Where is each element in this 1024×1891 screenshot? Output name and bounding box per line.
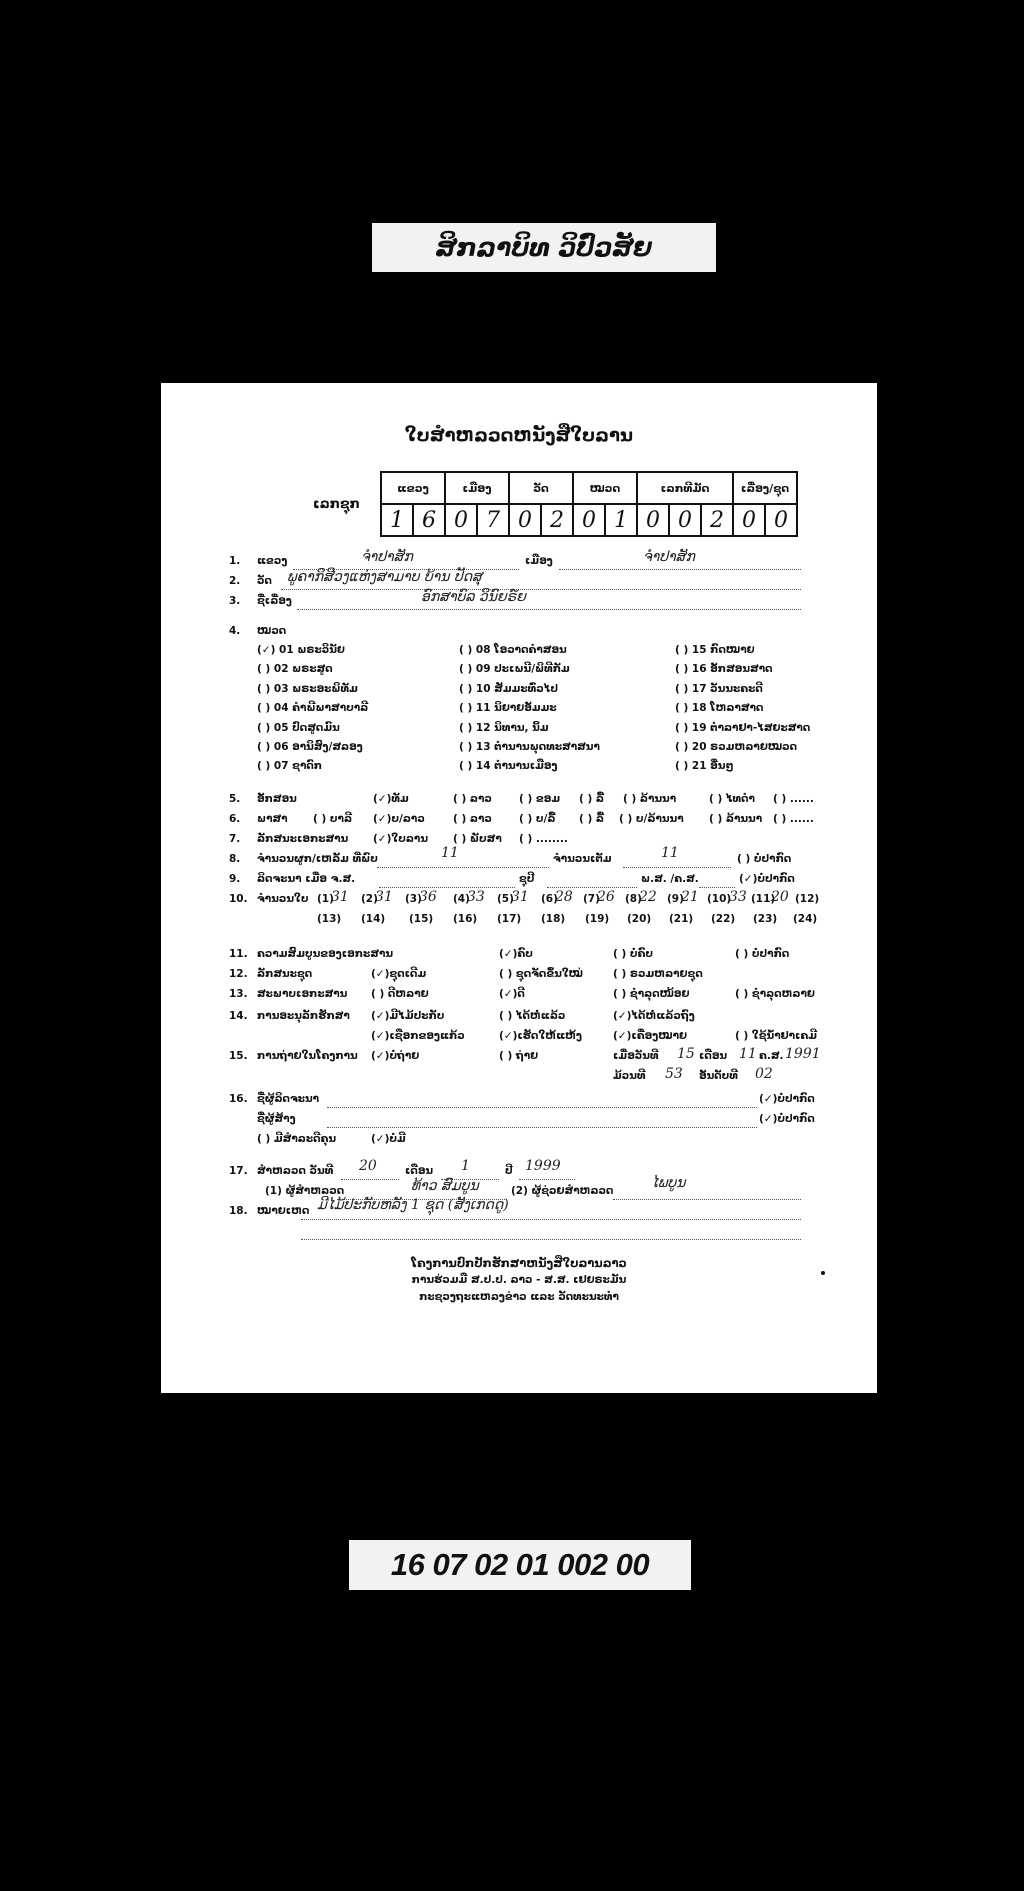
material-option[interactable]: ( ) ........ [519, 833, 568, 845]
set-type-label: ລັກສນະຊຸດ [257, 968, 313, 980]
survey-day: 20 [359, 1158, 377, 1174]
row-number: 14. [229, 1010, 248, 1022]
script-option[interactable]: ( ) ໄທດຳ [709, 793, 755, 805]
category-label: ໝວດ [257, 625, 287, 637]
remarks-value: ມີໄມ້ປະກັບຫລັງ 1 ຊຸດ (ສັງເກດດູ) [317, 1197, 509, 1213]
category-option[interactable]: ( ) 07 ຊາດົກ [257, 760, 323, 773]
filming-option[interactable]: ( ) ຖ່າຍ [499, 1050, 539, 1062]
form-title: ໃບສຳຫລວດຫນັງສືໃບລານ [404, 425, 634, 446]
completeness-option[interactable]: ( ) ບໍ່ປາກົດ [735, 948, 790, 960]
leaf-index: (1) [317, 893, 334, 905]
category-option[interactable]: ( ) 02 ພຣະສູດ [257, 663, 333, 676]
filming-label: ການຖ່າຍໃນໂຄງການ [257, 1050, 358, 1062]
era-label: ພ.ສ. /ຄ.ສ. [641, 873, 699, 885]
category-option[interactable]: ( ) 15 ກົດໝາຍ [675, 644, 755, 656]
code-digit: 0 [573, 504, 605, 536]
province-value: ຈຳປາສັກ [361, 549, 413, 565]
leaf-count: 28 [555, 889, 573, 905]
code-digit: 7 [477, 504, 509, 536]
set-type-option[interactable]: (✓)ຊຸດເດີມ [371, 968, 427, 980]
code-digit: 0 [509, 504, 541, 536]
merit-option[interactable]: (✓)ບໍ່ມີ [371, 1133, 406, 1145]
filming-day: 15 [677, 1046, 695, 1062]
bundles-full-value: 11 [661, 845, 679, 861]
completeness-option[interactable]: ( ) ບໍ່ຄົບ [613, 948, 654, 960]
code-header: ເລກທີມັດ [637, 472, 733, 504]
header-label: ສິກລາບິທ ວິປົ່ວສັຍ [372, 223, 716, 272]
leaf-index: (23) [753, 913, 778, 925]
code-digit: 0 [445, 504, 477, 536]
language-option[interactable]: ( ) ລື້ [579, 813, 604, 825]
leaf-count: 20 [771, 889, 789, 905]
category-column-3 [675, 641, 810, 777]
leaf-index: (10) [707, 893, 732, 905]
bundles-not-shown[interactable]: ( ) ບໍ່ປາກົດ [737, 853, 792, 865]
speck [821, 1271, 825, 1275]
code-digit: 0 [733, 504, 765, 536]
remarks-label: ໝາຍເຫດ [257, 1205, 310, 1217]
condition-label: ສະພາບເອກະສານ [257, 988, 348, 1000]
row-number: 8. [229, 853, 241, 865]
category-option[interactable]: ( ) 16 ອັກສອນສາດ [675, 663, 773, 676]
script-option[interactable]: (✓)ທັມ [373, 793, 409, 805]
merit-option[interactable]: ( ) ມີສຳລະດີຄຸນ [257, 1133, 337, 1145]
category-option[interactable]: ( ) 03 ພຣະອະພິທັມ [257, 682, 358, 695]
film-frame-label: ອັນດັບທີ [699, 1070, 738, 1082]
survey-year-label: ປີ [505, 1165, 513, 1177]
leaf-index: (8) [625, 893, 642, 905]
language-option[interactable]: (✓)ບ/ລາວ [373, 813, 425, 825]
footer-code-label: 16 07 02 01 002 00 [349, 1540, 691, 1590]
leaf-index: (19) [585, 913, 610, 925]
category-column-1 [257, 641, 368, 777]
language-option[interactable]: ( ) ລາວ [453, 813, 492, 825]
script-option[interactable]: ( ) ຂອມ [519, 793, 561, 805]
row-number: 7. [229, 833, 241, 845]
category-option[interactable]: ( ) 09 ປະເພນີ/ພິທີກັມ [459, 663, 570, 676]
code-header: ເລື່ອງ/ຊຸດ [733, 472, 797, 504]
leaf-index: (22) [711, 913, 736, 925]
conservation-label: ການອະນຸລັກຮັກສາ [257, 1010, 350, 1022]
code-header: ວັດ [509, 472, 573, 504]
set-type-option[interactable]: ( ) ຣວມຫລາຍຊຸດ [613, 968, 703, 980]
condition-option[interactable]: ( ) ຊຳລຸດໜ້ອຍ [613, 988, 690, 1000]
survey-month-label: ເດືອນ [405, 1165, 434, 1177]
film-roll-label: ມ້ວນທີ [613, 1070, 646, 1082]
leaf-index: (15) [409, 913, 434, 925]
leaf-count: 36 [419, 889, 437, 905]
leaf-count: 31 [331, 889, 349, 905]
sponsor-not-shown[interactable]: (✓)ບໍ່ປາກົດ [759, 1113, 815, 1125]
year-cycle-label: ຊຸປີ [519, 873, 535, 885]
assistant-value: ໄພບູນ [651, 1175, 686, 1191]
sponsor-label: ຊື່ຜູ້ສ້າງ [257, 1113, 296, 1125]
row-number: 17. [229, 1165, 248, 1177]
row-number: 6. [229, 813, 241, 825]
form-footer-line: ໂຄງການປົກປັກຮັກສາຫນັງສືໃບລານລາວ [411, 1256, 627, 1270]
written-label: ລິດຈະນາ ເມື່ອ ຈ.ສ. [257, 873, 356, 885]
code-digit: 2 [701, 504, 733, 536]
conservation-option[interactable]: ( ) ໄດ້ຫໍ່ແລ້ວ [499, 1010, 566, 1022]
code-header: ແຂວງ [381, 472, 445, 504]
category-option[interactable]: ( ) 11 ນິຍາຍອັມມະ [459, 702, 557, 715]
code-digit: 0 [765, 504, 797, 536]
category-option[interactable]: ( ) 13 ຕຳນານພຸດທະສາສນາ [459, 741, 600, 754]
row-number: 16. [229, 1093, 248, 1105]
leaves-label: ຈຳນວນໃບ [257, 893, 309, 905]
category-option[interactable]: ( ) 19 ຕຳລາຢາ-ໄສຍະສາດ [675, 721, 811, 734]
filming-date-label: ເມື່ອວັນທີ [613, 1050, 659, 1062]
leaf-index: (18) [541, 913, 566, 925]
category-option[interactable]: ( ) 04 ຄຳພີພາສາບາລີ [257, 702, 369, 715]
conservation-option[interactable]: (✓)ເຮັດໃຫ້ແຫ້ງ [499, 1030, 582, 1042]
leaf-index: (11) [751, 893, 776, 905]
film-frame-value: 02 [755, 1066, 773, 1082]
script-option[interactable]: ( ) ລ້ານນາ [623, 793, 677, 805]
code-header: ເມືອງ [445, 472, 509, 504]
row-number: 12. [229, 968, 248, 980]
leaf-index: (24) [793, 913, 818, 925]
filming-year-label: ຄ.ສ. [759, 1050, 784, 1062]
bundles-full-label: ຈຳນວນເຕັມ [553, 853, 612, 865]
language-option[interactable]: ( ) ບາລີ [313, 813, 353, 825]
code-digit: 1 [381, 504, 413, 536]
material-label: ລັກສນະເອກະສານ [257, 833, 349, 845]
category-option[interactable]: (✓) 01 ພຣະວິນັຍ [257, 644, 345, 656]
leaf-index: (14) [361, 913, 386, 925]
province-label: ແຂວງ [257, 555, 288, 567]
conservation-option[interactable]: (✓)ມີໄມ້ປະກັບ [371, 1010, 445, 1022]
language-label: ພາສາ [257, 813, 288, 825]
scribe-not-shown[interactable]: (✓)ບໍ່ປາກົດ [759, 1093, 815, 1105]
form-footer-line: ກະຊວງຖະແຫລງຂ່າວ ແລະ ວັດທະນະທຳ [419, 1291, 619, 1303]
leaf-count: 31 [375, 889, 393, 905]
material-option[interactable]: ( ) ພັບສາ [453, 833, 502, 845]
film-roll-value: 53 [665, 1066, 683, 1082]
script-option[interactable]: ( ) ລື້ [579, 793, 604, 805]
title-label: ຊື່ເລື່ອງ [257, 595, 292, 607]
script-label: ອັກສອນ [257, 793, 297, 805]
leaf-index: (3) [405, 893, 422, 905]
category-option[interactable]: ( ) 10 ສັມມະທົ່ວໄປ [459, 682, 559, 695]
row-number: 15. [229, 1050, 248, 1062]
condition-option[interactable]: ( ) ຊຳລຸດຫລາຍ [735, 988, 815, 1000]
row-number: 11. [229, 948, 248, 960]
conservation-option[interactable]: (✓)ເຊືອກຂອງແກ້ວ [371, 1030, 465, 1042]
code-digit: 0 [637, 504, 669, 536]
temple-value: ພູຄາກິສີວງແຫ່ງສາມາບ ບ້ານ ປັດສຸ [287, 569, 482, 585]
leaf-count: 33 [729, 889, 747, 905]
survey-year: 1999 [525, 1158, 561, 1174]
form-footer-line: ການຮ່ວມມື ສ.ປ.ປ. ລາວ - ສ.ສ. ເຢຍຣະມັນ [411, 1274, 627, 1286]
category-option[interactable]: ( ) 14 ຕຳນານເມືອງ [459, 760, 558, 773]
bundles-label: ຈຳນວນຜູກ/ເຫລັ້ມ ທີ່ພົບ [257, 853, 378, 865]
row-number: 1. [229, 555, 241, 567]
scribe-label: ຊື່ຜູ້ລິດຈະນາ [257, 1093, 320, 1105]
code-digit: 0 [669, 504, 701, 536]
written-not-shown[interactable]: (✓)ບໍ່ປາກົດ [739, 873, 795, 885]
conservation-option[interactable]: (✓)ໄດ້ຫໍ່ແລ້ວຖົງ [613, 1010, 695, 1022]
language-option[interactable]: ( ) ...... [773, 813, 814, 825]
row-number: 5. [229, 793, 241, 805]
code-label: ເລກຊຸກ [313, 497, 360, 512]
title-value: ອົກສາບົລ ວິນົຍຣ໌ຍ [421, 589, 526, 605]
bundles-found-value: 11 [441, 845, 459, 861]
language-option[interactable]: ( ) ບ/ລ້ານນາ [619, 813, 684, 825]
leaf-index: (5) [497, 893, 514, 905]
code-digit: 1 [605, 504, 637, 536]
filming-month-label: ເດືອນ [699, 1050, 728, 1062]
leaf-index: (4) [453, 893, 470, 905]
conservation-option[interactable]: (✓)ເຄື່ອງໝາຍ [613, 1030, 687, 1042]
category-option[interactable]: ( ) 18 ໂຫລາສາດ [675, 702, 764, 715]
completeness-label: ຄວາມສົມບູນຂອງເອກະສານ [257, 948, 394, 960]
script-option[interactable]: ( ) ...... [773, 793, 814, 805]
category-option[interactable]: ( ) 17 ວັນນະຄະດີ [675, 682, 763, 695]
code-table [380, 471, 798, 537]
survey-month: 1 [461, 1158, 470, 1174]
leaf-index: (16) [453, 913, 478, 925]
row-number: 10. [229, 893, 248, 905]
row-number: 3. [229, 595, 241, 607]
condition-option[interactable]: (✓)ດີ [499, 988, 525, 1000]
conservation-option[interactable]: ( ) ໃຊ້ນ້ຳຢາເຄມີ [735, 1030, 818, 1042]
leaf-count: 33 [467, 889, 485, 905]
code-header: ໝວດ [573, 472, 637, 504]
row-number: 18. [229, 1205, 248, 1217]
category-option[interactable]: ( ) 12 ນິທານ, ນິ້ມ [459, 721, 549, 734]
category-column-2 [459, 641, 600, 777]
code-digit: 2 [541, 504, 573, 536]
leaf-index: (9) [667, 893, 684, 905]
script-option[interactable]: ( ) ລາວ [453, 793, 492, 805]
leaf-count: 22 [639, 889, 657, 905]
filming-option[interactable]: (✓)ບໍ່ຖ່າຍ [371, 1050, 420, 1062]
category-option[interactable]: ( ) 21 ອື່ນໆ [675, 760, 734, 773]
set-type-option[interactable]: ( ) ຊຸດຈັດຂຶ້ນໃໝ່ [499, 968, 583, 980]
leaf-count: 21 [681, 889, 699, 905]
code-digit: 6 [413, 504, 445, 536]
surveyor-value: ທ້າວ ສົມບູນ [411, 1178, 479, 1194]
language-option[interactable]: ( ) ບ/ລື້ [519, 813, 556, 825]
district-label: ເມືອງ [525, 555, 553, 567]
row-number: 13. [229, 988, 248, 1000]
leaf-index: (20) [627, 913, 652, 925]
filming-year: 1991 [785, 1046, 821, 1062]
leaf-index: (2) [361, 893, 378, 905]
row-number: 2. [229, 575, 241, 587]
leaf-index: (6) [541, 893, 558, 905]
assistant-label: (2) ຜູ້ຊ່ວຍສຳຫລວດ [511, 1185, 614, 1197]
leaf-index: (7) [583, 893, 600, 905]
survey-form [161, 383, 877, 1393]
category-option[interactable]: ( ) 20 ຣວມຫລາຍໝວດ [675, 741, 798, 754]
surveyor-label: (1) ຜູ້ສຳຫລວດ [265, 1185, 345, 1197]
leaf-index: (13) [317, 913, 342, 925]
condition-option[interactable]: ( ) ດີຫລາຍ [371, 988, 429, 1000]
language-option[interactable]: ( ) ລ້ານນາ [709, 813, 763, 825]
row-number: 9. [229, 873, 241, 885]
category-option[interactable]: ( ) 08 ໂອວາດຄຳສອນ [459, 644, 567, 656]
category-option[interactable]: ( ) 06 ອານິສົງ/ສລອງ [257, 741, 363, 754]
filming-month: 11 [739, 1046, 757, 1062]
leaf-index: (21) [669, 913, 694, 925]
leaf-index: (12) [795, 893, 820, 905]
temple-label: ວັດ [257, 575, 272, 587]
category-option[interactable]: ( ) 05 ປົດສູດມົນ [257, 721, 340, 734]
leaf-count: 26 [597, 889, 615, 905]
material-option[interactable]: (✓)ໃບລານ [373, 833, 428, 845]
leaf-index: (17) [497, 913, 522, 925]
row-number: 4. [229, 625, 241, 637]
completeness-option[interactable]: (✓)ຄົບ [499, 948, 533, 960]
district-value: ຈຳປາສັກ [643, 549, 695, 565]
leaf-count: 31 [511, 889, 529, 905]
survey-date-label: ສຳຫລວດ ວັນທີ [257, 1165, 334, 1177]
